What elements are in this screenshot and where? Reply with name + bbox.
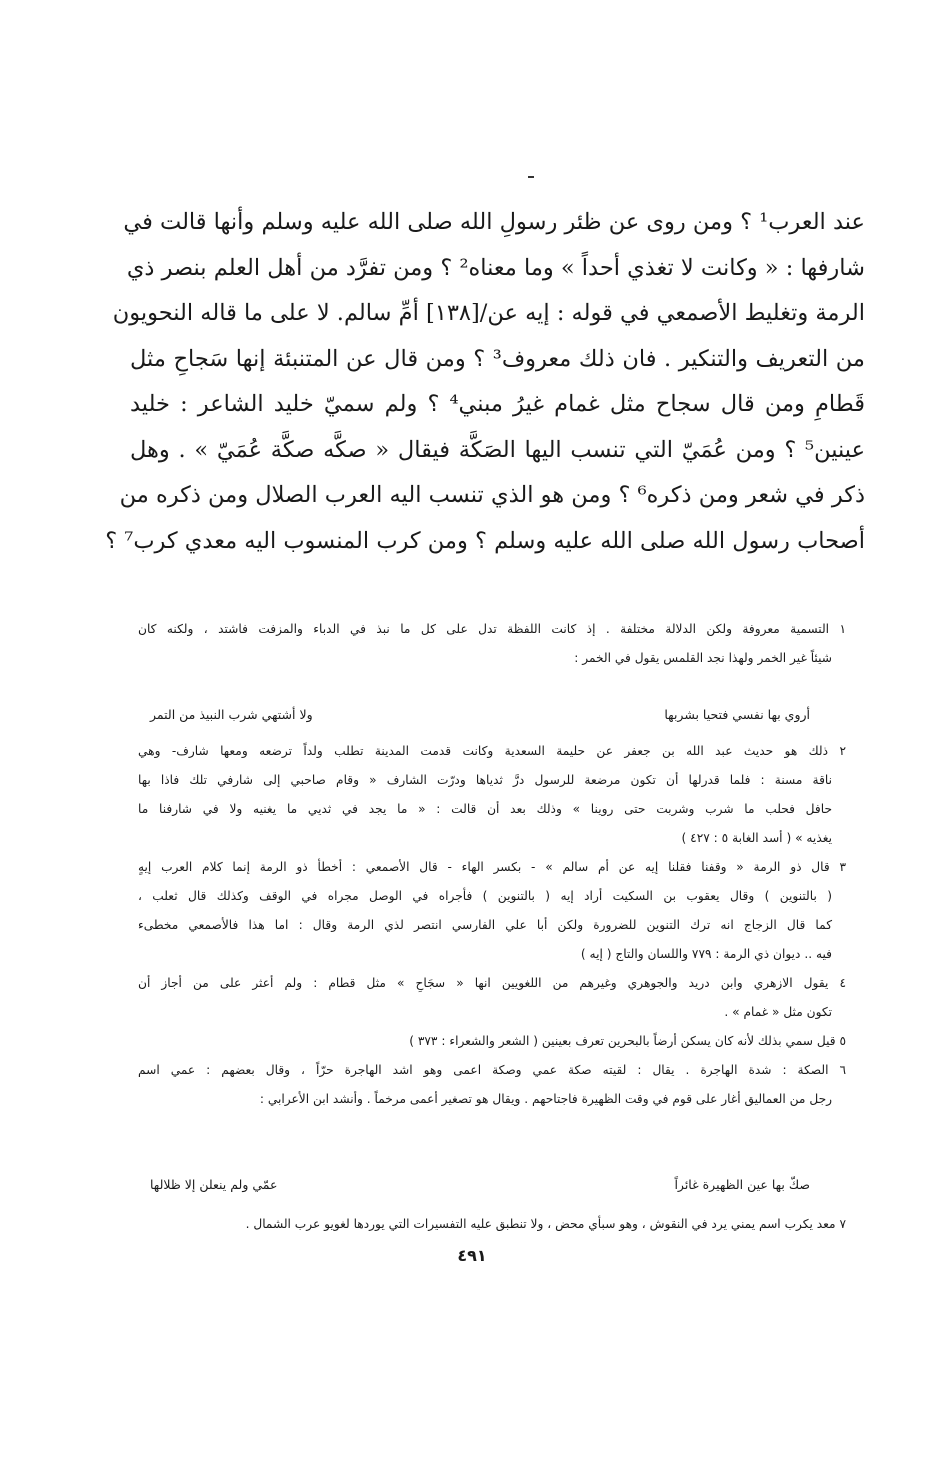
verse-hemistich-left: ولا أشتهي شرب النبيذ من التمر <box>150 707 313 722</box>
footnote-line: فيه .. ديوان ذي الرمة : ٧٧٩ واللسان والتاج ( إيه ) <box>580 947 832 961</box>
footnote-line: ٤ يقول الازهري وابن دريد والجوهري وغيرهم من اللغويين انها « سجَاحِ » مثل قطام : ولم أعثر على من أجاز أن <box>138 976 846 990</box>
footnote-line: ناقة مسنة : فلما قدرلها أن تكون مرضعة للرسول درَّ ثدياها ودرّت الشارف « وقام صاحبي إلى شارفي تلك فاذا بها <box>138 773 832 787</box>
verse-hemistich-right: صكّ بها عين الظهيرة غائراً <box>674 1177 810 1192</box>
footnote-line: شيئاً غير الخمر ولهذا نجد القلمس يقول في الخمر : <box>574 651 832 665</box>
footnotes-2-to-6 <box>138 737 846 1114</box>
footnote-line: ٥ قيل سمي بذلك لأنه كان يسكن أرضاً بالبحرين تعرف بعينين ( الشعر والشعراء : ٣٧٣ ) <box>409 1034 846 1048</box>
verse-hemistich-left: عمّي ولم ينعلن إلا ظلالها <box>150 1177 278 1192</box>
header-mark <box>528 176 534 178</box>
footnote-line: حافل فحلب ما شرب وشربت حتى روينا » وذلك بعد أن قالت : « ما يجد في ثديي ما يغنيه ولا في شارفنا ما <box>138 802 832 816</box>
footnote-line: ( بالتنوين ) وقال يعقوب بن السكيت أراد إيه ( بالتنوين ) فأجراه في الوصل مجراه في الوقف وكذلك قال ثعلب ، <box>138 889 832 903</box>
main-text-line: الرمة وتغليط الأصمعي في قوله : إيه عن/[١٣٨] أمِّ سالم. لا على ما قاله النحويون <box>112 300 865 326</box>
footnote-line: كما قال الزجاج انه ترك التنوين للضرورة ولكن أبا علي الفارسي انتصر لذي الرمة وقال : اما هذا فالأصمعي مخطىء <box>138 918 832 932</box>
main-text-line: عند العرب¹ ؟ ومن روى عن ظئر رسولِ الله صلى الله عليه وسلم وأنها قالت في <box>123 209 865 235</box>
main-text-line: قَطامِ ومن قال سجاح مثل غمام غيرُ مبني⁴ ؟ ولم سميّ خليد الشاعر : خليد <box>130 391 865 417</box>
verse-1 <box>150 707 810 722</box>
footnote-line: يغذيه » ( أسد الغابة ٥ : ٤٢٧ ) <box>681 831 832 845</box>
footnote-line: رجل من العماليق أغار على قوم في وقت الظهيرة فاجتاحهم . ويقال هو تصغير أعمى مرخماً . وأنشد ابن الأعرابي : <box>259 1092 832 1106</box>
footnote-line: ٢ ذلك هو حديث عبد الله بن جعفر عن حليمة السعدية وكانت قدمت المدينة تطلب ولداً ترضعه ومعها شارف- وهي <box>138 744 846 758</box>
footnote-1 <box>138 615 846 673</box>
verse-hemistich-right: أروي بها نفسي فتحيا بشربها <box>664 707 810 722</box>
main-text-line: أصحاب رسول الله صلى الله عليه وسلم ؟ ومن كرب المنسوب اليه معدي كرب⁷ ؟ <box>105 527 865 554</box>
verse-2 <box>150 1177 810 1192</box>
footnote-line: ٦ الصكة : شدة الهاجرة . يقال : لقيته صكة عمي وصكة اعمى وهو اشد الهاجرة حرّاً ، وقال بعضهم : عمي اسم <box>138 1063 846 1077</box>
main-text-line: ذكر في شعر ومن ذكره⁶ ؟ ومن هو الذي تنسب اليه العرب الصلال ومن ذكره من <box>119 482 865 508</box>
footnote-line: ١ التسمية معروفة ولكن الدلالة مختلفة . إذ كانت اللفظة تدل على كل ما نبذ في الدباء والمزفت فاشتد ، ولكنه كان <box>138 622 846 636</box>
footnote-line: تكون مثل « غمام » . <box>724 1005 832 1019</box>
main-text-line: شارفها : « وكانت لا تغذي أحداً » وما معناه² ؟ ومن تفرَّد من أهل العلم بنصر ذي <box>126 254 865 281</box>
footnote-line: ٣ قال ذو الرمة « وقفنا فقلنا إيه عن أم سالم » - بكسر الهاء - قال الأصمعي : أخطأ ذو الرمة إنما كلام العرب إيهٍ <box>138 860 846 874</box>
footnote-line: ٧ معد يكرب اسم يمني يرد في النقوش ، وهو سبأي محض ، ولا تنطبق عليه التفسيرات التي يوردها لغويو عرب الشمال . <box>245 1217 846 1231</box>
main-text-block <box>105 200 865 564</box>
footnote-7 <box>138 1210 846 1239</box>
page-number: ٤٩١ <box>457 1246 487 1265</box>
main-text-line: عينين⁵ ؟ ومن عُمَيّ التي تنسب اليها الصَكَّة فيقال « صكَّه صكَّة عُمَيّ » . وهل <box>130 436 865 463</box>
main-text-line: من التعريف والتنكير . فان ذلك معروف³ ؟ ومن قال عن المتنبئة إنها سَجاحِ مثل <box>130 345 865 372</box>
